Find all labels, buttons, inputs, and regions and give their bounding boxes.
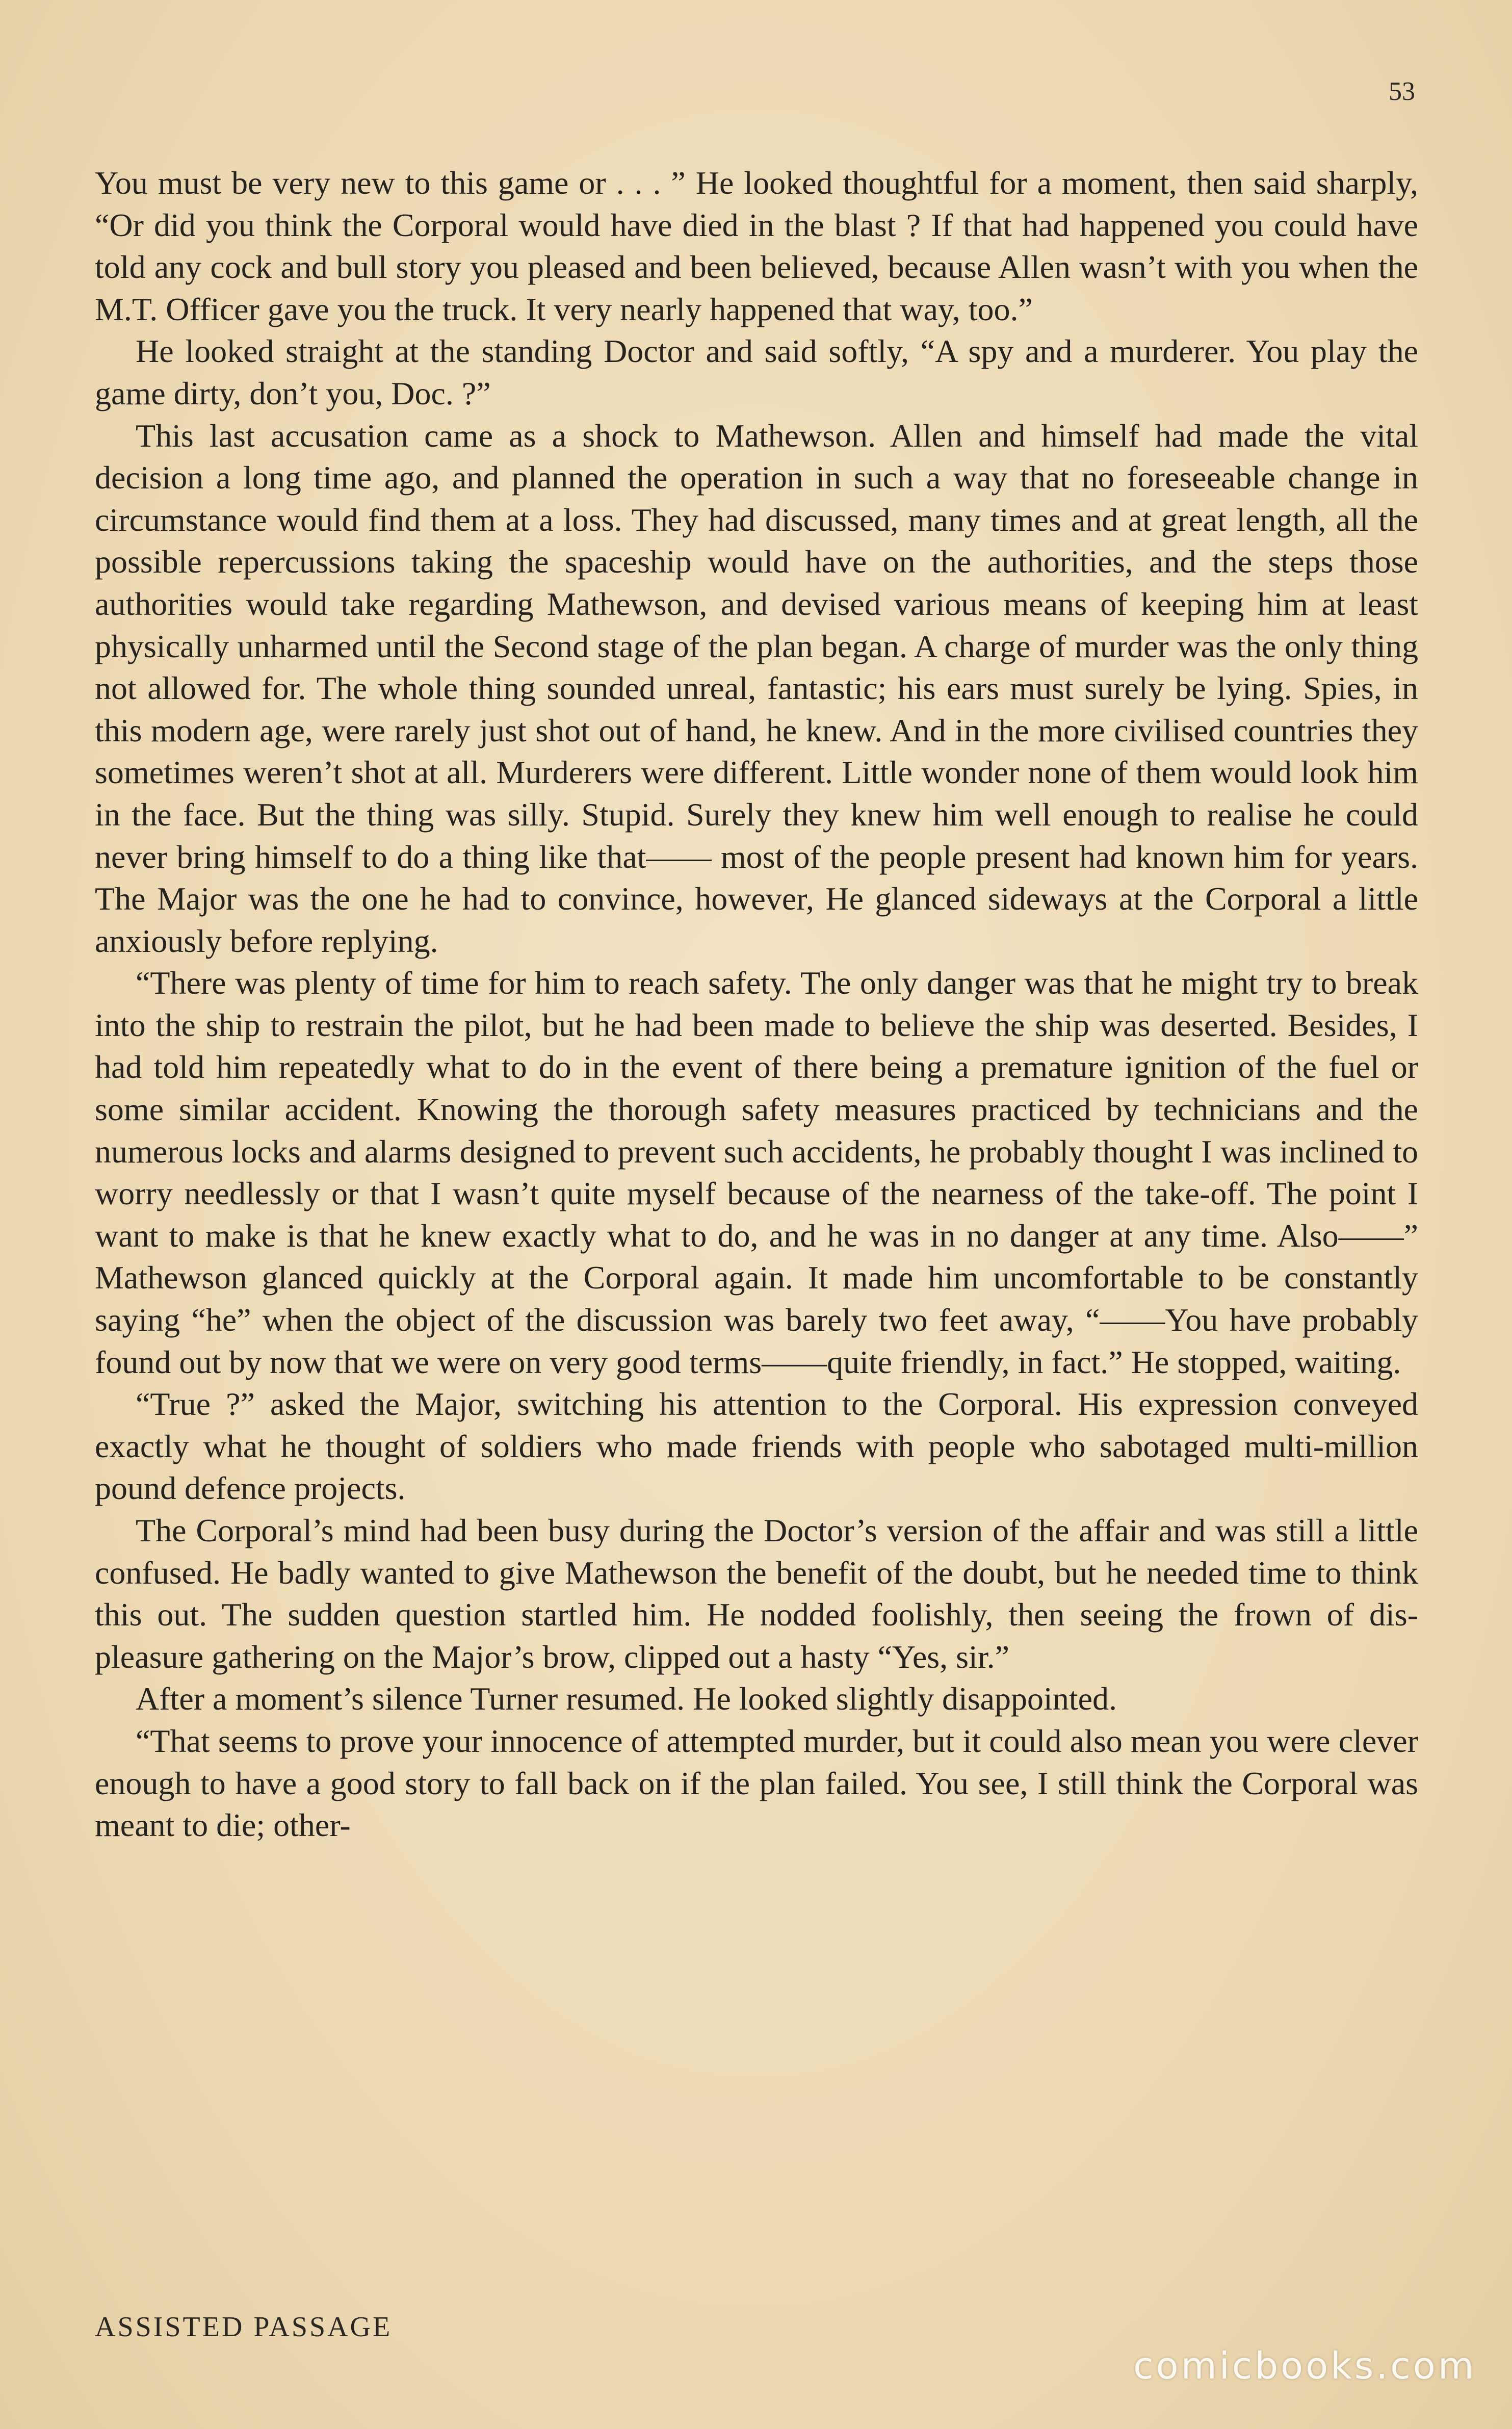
paragraph-4: “There was plenty of time for him to reach safety. The only danger was that he might try to break into the ship to restrain the pilot, but he had been made to believe the ship was deserted. Besides, I had told him repeatedly what to do in the event of there being a premature ignition of the fuel or some similar accident. Knowing the thorough safety measures practiced by technicians and the numerous locks and alarms designed to prevent such accidents, he probably thought I was inclined to worry needlessly or that I wasn’t quite myself because of the nearness of the take-off. The point I want to make is that he knew exactly what to do, and he was in no danger at any time. Also——” Mathewson glanced quickly at the Corporal again. It made him uncomfortable to be constantly saying “he” when the object of the discussion was barely two feet away, “——You have probably found out by now that we were on very good terms——quite friendly, in fact.” He stopped, waiting. [95,965,1418,1380]
paragraph-5: “True ?” asked the Major, switching his attention to the Corporal. His expression conveyed exactly what he thought of soldiers who made friends with people who sabotaged multi-million pound defence projects. [95,1386,1418,1507]
paragraph-3: This last accusation came as a shock to Mathewson. Allen and himself had made the vital decision a long time ago, and planned the operation in such a way that no foreseeable change in circumstance would find them at a loss. They had discussed, many times and at great length, all the possible repercussions taking the spaceship would have on the authorities, and the steps those authorities would take regarding Mathewson, and devised various means of keeping him at least physically unharmed until the Second stage of the plan began. A charge of murder was the only thing not allowed for. The whole thing sounded unreal, fantastic; his ears must surely be lying. Spies, in this modern age, were rarely just shot out of hand, he knew. And in the more civilised countries they sometimes weren’t shot at all. Murderers were different. Little wonder none of them would look him in the face. But the thing was silly. Stupid. Surely they knew him well enough to realise he could never bring himself to do a thing like that—— most of the people present had known him for years. The Major was the one he had to convince, however, He glanced sideways at the Corporal a little anxiously before replying. [95,417,1418,959]
running-footer-title: ASSISTED PASSAGE [95,2311,393,2343]
paragraph-7: After a moment’s silence Turner resumed. He looked slightly disappointed. [136,1681,1117,1717]
paragraph-8: “That seems to prove your innocence of attempted murder, but it could also mean you were clever enough to have a good story to fall back on if the plan failed. You see, I still think the Corporal was meant to die; other- [95,1722,1418,1844]
body-text [95,162,1418,1847]
site-watermark: comicbooks.com [1133,2344,1476,2387]
paragraph-6: The Corporal’s mind had been busy during the Doctor’s version of the affair and was still a little confused. He badly wanted to give Mathewson the benefit of the doubt, but he needed time to think this out. The sudden question startled him. He nodded foolishly, then seeing the frown of dis- pleasure gathering on the Major’s brow, clipped out a hasty “Yes, sir.” [95,1512,1418,1675]
paragraph-2: He looked straight at the standing Doctor and said softly, “A spy and a murderer. You play the game dirty, don’t you, Doc. ?” [95,333,1418,411]
paragraph-1: You must be very new to this game or . . . ” He looked thoughtful for a moment, then said sharply, “Or did you think the Corporal would have died in the blast ? If that had happened you could have told any cock and bull story you pleased and been believed, because Allen wasn’t with you when the M.T. Officer gave you the truck. It very nearly happened that way, too.” [95,165,1418,327]
page-number: 53 [1389,77,1415,106]
